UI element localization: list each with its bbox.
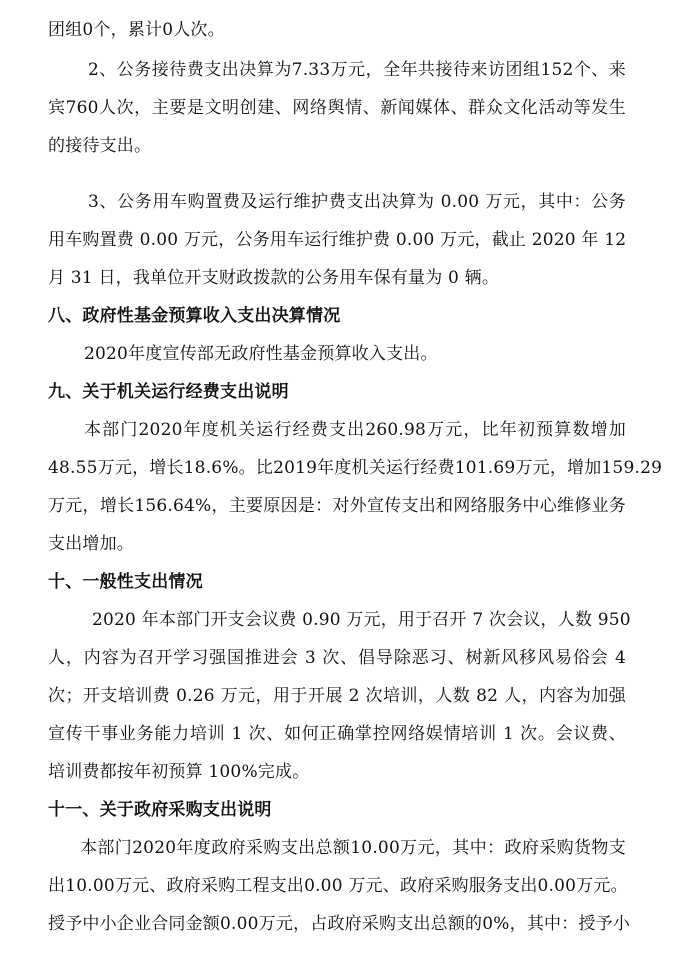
paragraph-line: 本部门2020年度机关运行经费支出260.98万元，比年初预算数增加 (84, 420, 626, 440)
paragraph-line: 用车购置费 0.00 万元，公务用车运行维护费 0.00 万元，截止 2020 年 12 (48, 230, 627, 250)
paragraph-line: 万元，增长156.64%，主要原因是：对外宣传支出和网络服务中心维修业务 (48, 496, 626, 516)
paragraph-line: 3、公务用车购置费及运行维护费支出决算为 0.00 万元，其中：公务 (88, 192, 626, 212)
paragraph-line: 宣传干事业务能力培训 1 次、如何正确掌控网络娱情培训 1 次。会议费、 (48, 724, 626, 744)
section-heading: 十一、关于政府采购支出说明 (48, 800, 272, 820)
paragraph-line: 出10.00万元、政府采购工程支出0.00 万元、政府采购服务支出0.00万元。 (48, 876, 628, 896)
paragraph-line: 次；开支培训费 0.26 万元，用于开展 2 次培训，人数 82 人，内容为加强 (48, 686, 626, 706)
paragraph-line: 支出增加。 (48, 534, 134, 554)
paragraph-line: 团组0个，累计0人次。 (48, 20, 225, 40)
paragraph-line: 的接待支出。 (48, 136, 152, 156)
paragraph-line: 48.55万元，增长18.6%。比2019年度机关运行经费101.69万元，增加159.29 (48, 458, 663, 478)
section-heading: 十、一般性支出情况 (48, 572, 203, 592)
section-heading: 九、关于机关运行经费支出说明 (48, 382, 289, 402)
paragraph-line: 培训费都按年初预算 100%完成。 (48, 762, 310, 782)
paragraph-line: 授予中小企业合同金额0.00万元，占政府采购支出总额的0%，其中：授予小 (48, 914, 631, 934)
paragraph-line: 2020年度宣传部无政府性基金预算收入支出。 (84, 344, 438, 364)
paragraph-line: 2020 年本部门开支会议费 0.90 万元，用于召开 7 次会议，人数 950 (92, 610, 631, 630)
paragraph-line: 人，内容为召开学习强国推进会 3 次、倡导除恶习、树新风移风易俗会 4 (48, 648, 626, 668)
paragraph-line: 月 31 日，我单位开支财政拨款的公务用车保有量为 0 辆。 (48, 268, 500, 288)
paragraph-line: 2、公务接待费支出决算为7.33万元，全年共接待来访团组152个、来 (88, 60, 626, 80)
paragraph-line: 宾760人次，主要是文明创建、网络舆情、新闻媒体、群众文化活动等发生 (48, 98, 626, 118)
section-heading: 八、政府性基金预算收入支出决算情况 (48, 306, 341, 326)
paragraph-line: 本部门2020年度政府采购支出总额10.00万元，其中：政府采购货物支 (80, 838, 626, 858)
